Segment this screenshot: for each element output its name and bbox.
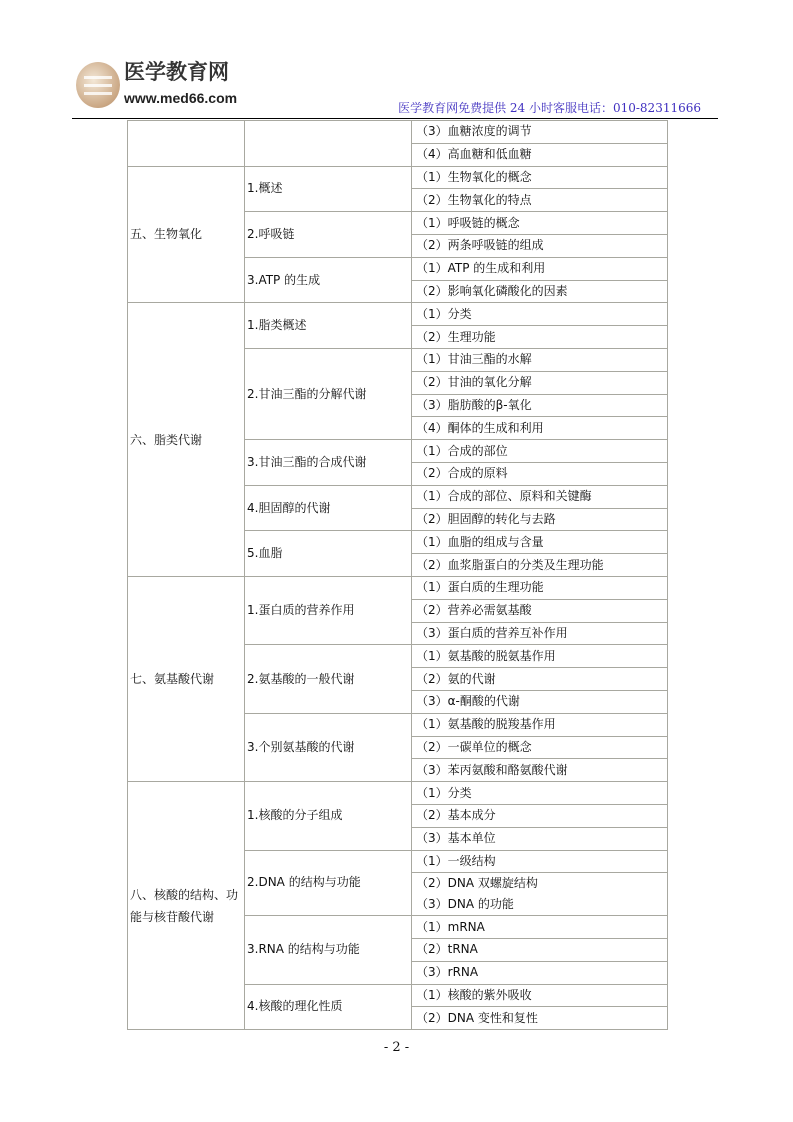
item-cell: （1）mRNA — [412, 916, 668, 939]
item-cell: （3）蛋白质的营养互补作用 — [412, 622, 668, 645]
item-cell: （2）影响氧化磷酸化的因素 — [412, 280, 668, 303]
item-cell: （3）基本单位 — [412, 827, 668, 850]
item-cell: （1）氨基酸的脱羧基作用 — [412, 713, 668, 736]
topic-cell: 3.RNA 的结构与功能 — [245, 916, 412, 984]
page-number: - 2 - — [383, 1040, 410, 1055]
item-cell: （2）基本成分 — [412, 804, 668, 827]
topic-cell: 3.甘油三酯的合成代谢 — [245, 440, 412, 486]
table-row — [128, 303, 668, 326]
topic-cell: 4.核酸的理化性质 — [245, 984, 412, 1030]
item-cell: （1）分类 — [412, 782, 668, 805]
item-cell: （1）甘油三酯的水解 — [412, 348, 668, 371]
topic-cell: 1.核酸的分子组成 — [245, 782, 412, 850]
item-cell: （3）苯丙氨酸和酪氨酸代谢 — [412, 759, 668, 782]
item-cell: （2）营养必需氨基酸 — [412, 599, 668, 622]
item-cell: （3）脂肪酸的β-氧化 — [412, 394, 668, 417]
topic-cell: 2.DNA 的结构与功能 — [245, 850, 412, 916]
header-divider — [72, 118, 718, 119]
unit-cell: 六、脂类代谢 — [128, 303, 245, 577]
logo-emblem-icon — [76, 62, 120, 108]
item-cell: （3）rRNA — [412, 961, 668, 984]
topic-cell: 5.血脂 — [245, 531, 412, 577]
unit-cell — [128, 121, 245, 167]
item-cell: （3）血糖浓度的调节 — [412, 121, 668, 144]
item-cell: （1）核酸的紫外吸收 — [412, 984, 668, 1007]
item-cell: （2）两条呼吸链的组成 — [412, 234, 668, 257]
hotline-text: 医学教育网免费提供 24 小时客服电话：010-82311666 — [398, 101, 701, 115]
topic-cell: 1.概述 — [245, 166, 412, 212]
item-cell: （2）合成的原料 — [412, 462, 668, 485]
item-cell: （2）tRNA — [412, 939, 668, 962]
item-cell: （2）甘油的氧化分解 — [412, 371, 668, 394]
logo-url: www.med66.com — [124, 90, 238, 106]
unit-cell: 七、氨基酸代谢 — [128, 576, 245, 781]
item-cell: （1）ATP 的生成和利用 — [412, 257, 668, 280]
item-cell: （2）氨的代谢 — [412, 668, 668, 691]
unit-cell: 五、生物氧化 — [128, 166, 245, 303]
item-cell: （2）生物氧化的特点 — [412, 189, 668, 212]
item-cell: （2）DNA 变性和复性 — [412, 1007, 668, 1030]
topic-cell: 3.个别氨基酸的代谢 — [245, 713, 412, 781]
item-cell: （2）一碳单位的概念 — [412, 736, 668, 759]
topic-cell: 1.脂类概述 — [245, 303, 412, 349]
topic-cell: 2.呼吸链 — [245, 212, 412, 258]
item-cell: （3）α-酮酸的代谢 — [412, 690, 668, 713]
topic-cell: 2.氨基酸的一般代谢 — [245, 645, 412, 713]
item-cell: （2）血浆脂蛋白的分类及生理功能 — [412, 554, 668, 577]
item-cell: （1）氨基酸的脱氨基作用 — [412, 645, 668, 668]
item-cell: （1）分类 — [412, 303, 668, 326]
item-line: （2）DNA 双螺旋结构 — [416, 876, 538, 891]
topic-cell: 3.ATP 的生成 — [245, 257, 412, 303]
topic-cell: 4.胆固醇的代谢 — [245, 485, 412, 531]
site-logo — [76, 60, 276, 112]
topic-cell: 2.甘油三酯的分解代谢 — [245, 348, 412, 439]
syllabus-table — [127, 120, 668, 1030]
table-row — [128, 782, 668, 805]
item-cell: （1）蛋白质的生理功能 — [412, 576, 668, 599]
logo-text: 医学教育网 — [124, 60, 229, 84]
item-cell: （4）酮体的生成和利用 — [412, 417, 668, 440]
topic-cell: 1.蛋白质的营养作用 — [245, 576, 412, 644]
item-cell: （1）一级结构 — [412, 850, 668, 873]
table-row — [128, 166, 668, 189]
item-cell: （1）血脂的组成与含量 — [412, 531, 668, 554]
table-row — [128, 121, 668, 144]
item-cell: （4）高血糖和低血糖 — [412, 143, 668, 166]
item-cell: （1）合成的部位、原料和关键酶 — [412, 485, 668, 508]
topic-cell — [245, 121, 412, 167]
item-cell: （1）呼吸链的概念 — [412, 212, 668, 235]
item-cell: （1）合成的部位 — [412, 440, 668, 463]
unit-cell: 八、核酸的结构、功能与核苷酸代谢 — [128, 782, 245, 1030]
item-cell: （2）胆固醇的转化与去路 — [412, 508, 668, 531]
item-cell: （2）生理功能 — [412, 326, 668, 349]
item-cell: （1）生物氧化的概念 — [412, 166, 668, 189]
item-cell — [412, 873, 668, 916]
item-line: （3）DNA 的功能 — [416, 897, 514, 912]
table-row — [128, 576, 668, 599]
